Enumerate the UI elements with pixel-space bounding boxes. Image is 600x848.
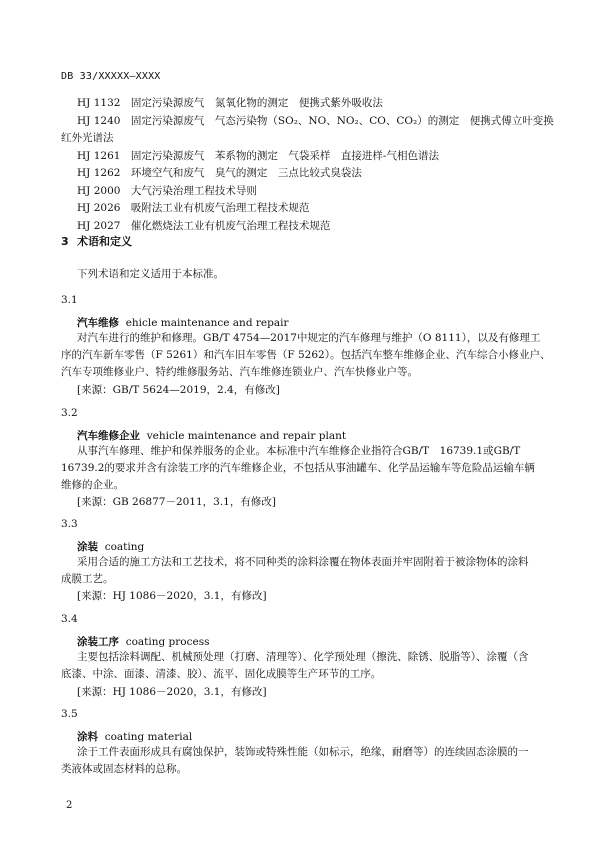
term-chinese-name: 汽车维修企业 [77, 430, 140, 442]
term-source: [来源：HJ 1086－2020，3.1，有修改] [77, 686, 267, 698]
term-definition-line: 汽车专项维修业户、特约维修服务站、汽车维修连锁业户、汽车快修业户等。 [61, 366, 418, 378]
reference-line: HJ 2000 大气污染治理工程技术导则 [77, 185, 257, 197]
document-code-header: DB 33/XXXXX—XXXX [61, 71, 161, 82]
term-english-name: coating process [125, 636, 210, 648]
term-english-name: coating [104, 541, 145, 553]
term-number: 3.3 [61, 518, 78, 530]
term-definition-line: 从事汽车修理、维护和保养服务的企业。本标准中汽车维修企业指符合GB/T 16739.1或GB/T [77, 445, 521, 457]
term-definition-line: 类液体或固态材料的总称。 [61, 763, 187, 775]
term-number: 3.2 [61, 407, 78, 419]
term-definition-line: 维修的企业。 [61, 479, 124, 491]
term-chinese-name: 涂装 [77, 541, 98, 553]
term-source: [来源：HJ 1086－2020，3.1，有修改] [77, 590, 267, 602]
term-definition-line: 采用合适的施工方法和工艺技术，将不同种类的涂料涂覆在物体表面并牢固附着于被涂物体的涂料 [77, 556, 529, 568]
term-chinese-name: 涂料 [77, 731, 98, 743]
term-definition-line: 16739.2的要求并含有涂装工序的汽车维修企业，不包括从事油罐车、化学品运输车等危险品运输车辆 [61, 462, 535, 474]
term-number: 3.1 [61, 294, 78, 306]
term-definition-line: 涂于工件表面形成具有腐蚀保护，装饰或特殊性能（如标示，绝缘，耐磨等）的连续固态涂膜的一 [77, 746, 529, 758]
term-definition-line: 对汽车进行的维护和修理。GB/T 4754—2017中规定的汽车修理与维护（O 8111），以及有修理工 [77, 332, 541, 344]
term-chinese-name: 汽车维修 [77, 317, 119, 329]
reference-line: HJ 2026 吸附法工业有机废气治理工程技术规范 [77, 202, 310, 214]
section-heading [61, 233, 132, 249]
term-number: 3.5 [61, 708, 78, 720]
term-definition-line: 成膜工艺。 [61, 573, 114, 585]
term-definition-line: 底漆、中涂、面漆、清漆、胶）、流平、固化成膜等生产环节的工序。 [61, 668, 382, 680]
reference-line: 红外光谱法 [61, 132, 114, 144]
term-definition-line: 主要包括涂料调配、机械预处理（打磨、清理等）、化学预处理（擦洗、除锈、脱脂等）、涂覆（含 [77, 651, 529, 663]
reference-line: HJ 1240 固定污染源废气 气态污染物（SO₂、NO、NO₂、CO、CO₂）的测定 便携式傅立叶变换 [77, 115, 554, 127]
term-chinese-name: 涂装工序 [77, 636, 119, 648]
reference-line: HJ 1261 固定污染源废气 苯系物的测定 气袋采样 直接进样-气相色谱法 [77, 150, 439, 162]
term-english-name: coating material [104, 731, 193, 743]
reference-line: HJ 1132 固定污染源废气 氮氧化物的测定 便携式紫外吸收法 [77, 97, 383, 109]
term-definition-line: 序的汽车新车零售（F 5261）和汽车旧车零售（F 5262）。包括汽车整车维修企业、汽车综合小修业户、 [61, 349, 551, 361]
page-number: 2 [66, 800, 73, 811]
term-english-name: vehicle maintenance and repair plant [146, 430, 347, 442]
section-intro: 下列术语和定义适用于本标准。 [77, 268, 224, 280]
term-source: [来源：GB 26877－2011，3.1，有修改] [77, 496, 276, 508]
term-source: [来源：GB/T 5624—2019，2.4，有修改] [77, 384, 280, 396]
reference-line: HJ 1262 环境空气和废气 臭气的测定 三点比较式臭袋法 [77, 167, 362, 179]
term-number: 3.4 [61, 613, 78, 625]
reference-line: HJ 2027 催化燃烧法工业有机废气治理工程技术规范 [77, 220, 331, 232]
section-title: 术语和定义 [77, 235, 132, 248]
term-english-name: ehicle maintenance and repair [125, 317, 289, 329]
section-number: 3 [61, 235, 69, 248]
